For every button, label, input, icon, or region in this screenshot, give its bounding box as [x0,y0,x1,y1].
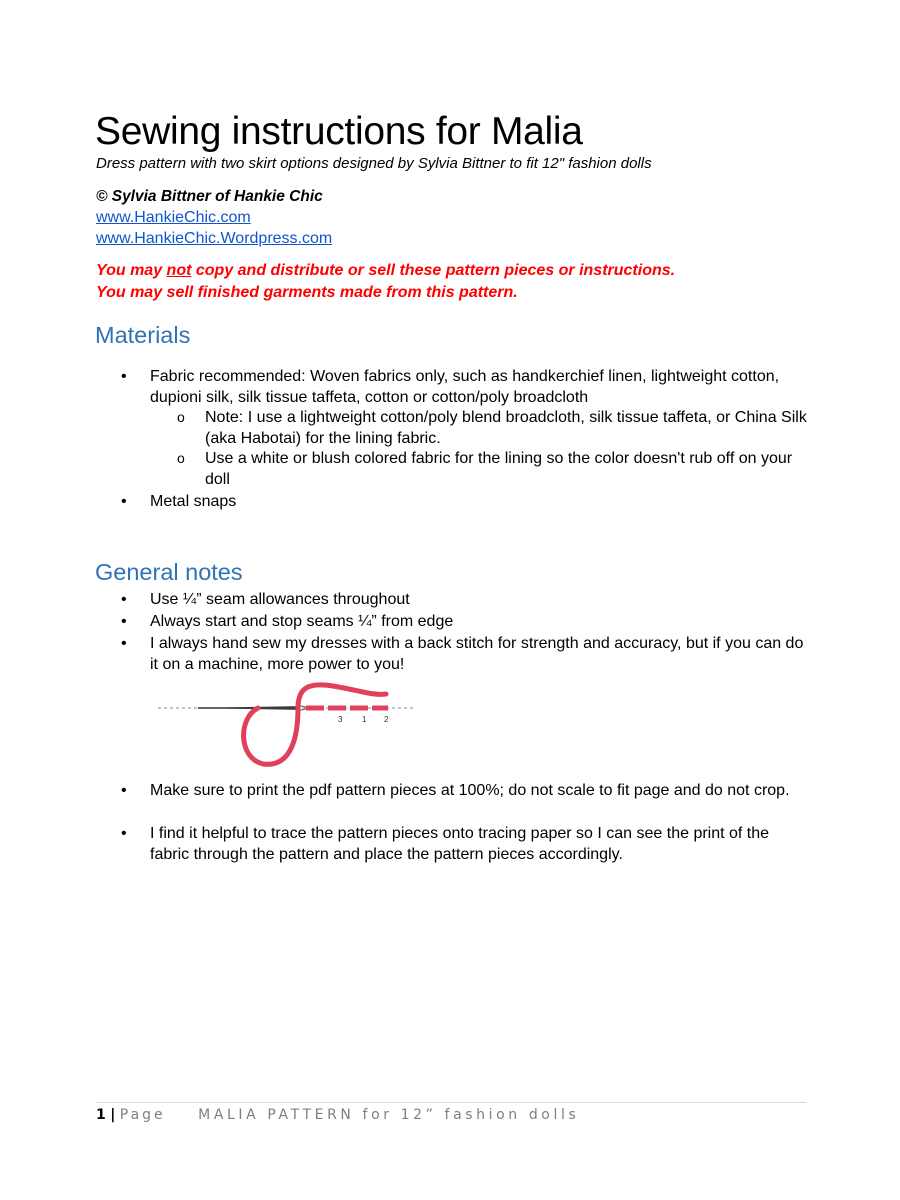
list-item: • Always start and stop seams ¼” from edge [121,613,454,630]
list-item: • Use ¼” seam allowances throughout [121,591,410,608]
backstitch-illustration [158,678,418,768]
bullet-icon: • [121,591,127,608]
footer-divider [96,1102,806,1103]
list-item: • Metal snaps [121,493,237,510]
sell-permission: You may sell finished garments made from this pattern. [96,284,518,301]
bullet-icon: • [121,635,127,652]
stitch-label: 3 [338,715,343,724]
materials-heading: Materials [95,322,191,348]
page-number: 1 [96,1107,106,1123]
copy-warning: You may not copy and distribute or sell these pattern pieces or instructions. [96,262,676,279]
footer-doc-title: MALIA PATTERN for 12” fashion dolls [198,1107,580,1123]
page-title: Sewing instructions for Malia [95,110,583,153]
bullet-icon: • [121,825,127,842]
copyright-notice: © Sylvia Bittner of Hankie Chic [96,188,323,205]
bullet-icon: • [121,782,127,799]
stitch-label: 2 [384,715,389,724]
thread-loop [244,685,386,764]
circle-bullet-icon: o [177,450,185,466]
list-item: • I always hand sew my dresses with a back stitch for strength and accuracy, but if you can do it on a machine, more power to you! [121,635,804,673]
bullet-icon: • [121,493,127,510]
sub-list-item: o Note: I use a lightweight cotton/poly blend broadcloth, silk tissue taffeta, or China Silk (aka Habotai) for the lining fabric. [177,409,807,447]
list-item: • Make sure to print the pdf pattern pieces at 100%; do not scale to fit page and do not crop. [121,782,790,799]
footer-separator: | [110,1107,116,1123]
hankiechic-wordpress-link[interactable]: www.HankieChic.Wordpress.com [96,230,333,247]
bullet-icon: • [121,368,127,385]
circle-bullet-icon: o [177,409,185,425]
general-notes-heading: General notes [95,559,243,585]
list-item: • I find it helpful to trace the pattern pieces onto tracing paper so I can see the print of the fabric through the pattern and place the pattern pieces accordingly. [121,825,770,863]
stitch-label: 1 [362,715,367,724]
list-item: • Fabric recommended: Woven fabrics only, such as handkerchief linen, lightweight cotton, dupioni silk, silk tissue taffeta, cotton or cotton/poly broadcloth [121,368,780,406]
page-word: Page [119,1107,166,1123]
page-subtitle: Dress pattern with two skirt options designed by Sylvia Bittner to fit 12" fashion dolls [96,155,652,172]
not-emphasis: not [166,262,192,279]
sub-list-item: o Use a white or blush colored fabric for the lining so the color doesn't rub off on your doll [177,450,793,488]
bullet-icon: • [121,613,127,630]
hankiechic-link[interactable]: www.HankieChic.com [96,209,251,226]
page-footer [96,1107,579,1123]
